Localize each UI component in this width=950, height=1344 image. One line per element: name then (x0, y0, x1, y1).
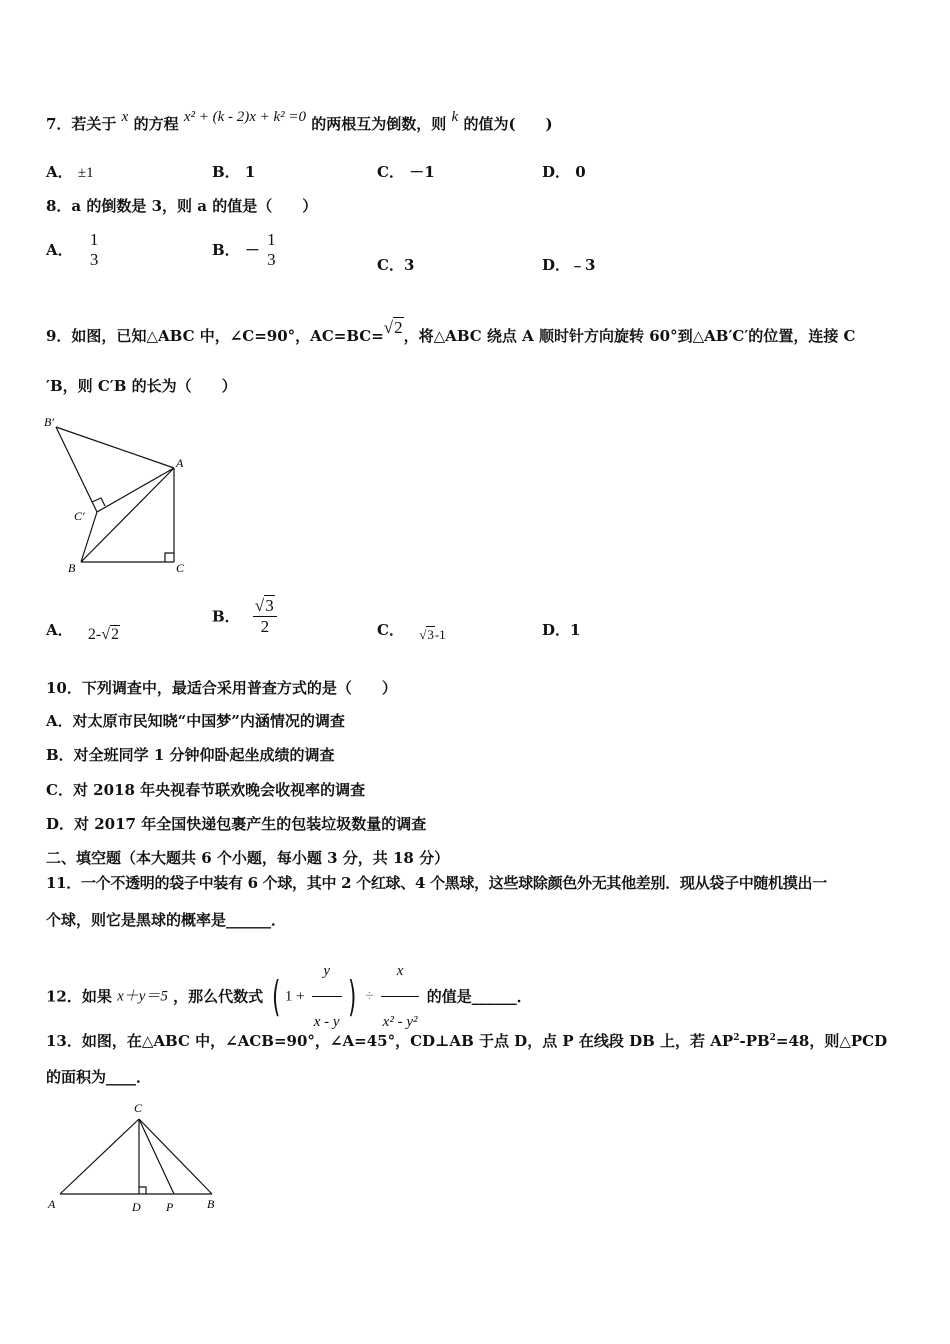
q13-label-a: A (48, 1197, 56, 1211)
q12-stem: 12．如果 x＋y＝5 ，那么代数式 ( 1 + $\frac{y}{x - y}$ ) ÷ $\frac{x}{\text{x² - y²}}$ 的值是______． (46, 946, 532, 1047)
q13-stem-line1: 13．如图，在△ABC 中，∠ACB=90°，∠A=45°，CD⊥AB 于点 D，点 P 在线段 DB 上，若 $AP^2-PB^2=48$，则△PCD (46, 1032, 888, 1050)
q12-condition: x＋y＝5 (117, 988, 168, 1005)
q10-stem: 10．下列调查中，最适合采用普查方式的是（ ） (46, 679, 397, 697)
q9-option-d: D．1 (542, 621, 581, 639)
q10-option-d: D．对 2017 年全国快递包裹产生的包装垃圾数量的调查 (46, 815, 427, 833)
q11-stem-line1: 11．一个不透明的袋子中装有 6 个球，其中 2 个红球、4 个黑球，这些球除颜色外无其他差别．现从袋子中随机摸出一 (46, 874, 827, 892)
q13-stem-line2: 的面积为____． (46, 1068, 152, 1086)
q13-label-d: D (132, 1200, 141, 1214)
q7-var-k: k (451, 109, 459, 125)
q9-option-c: C． √3-1 (377, 621, 446, 642)
q7-option-d: D． 0 (542, 163, 586, 181)
q9-label-c: C (176, 561, 185, 575)
q7-stem: 7．若关于 x 的方程 x² + (k - 2)x + k² =0 的两根互为倒数，则 k 的值为( ) (46, 109, 553, 133)
q13-label-c: C (134, 1101, 143, 1115)
q9-label-a: A (176, 456, 184, 470)
q9-label-b-prime: B′ (44, 415, 54, 429)
q7-option-a: A． ±1 (46, 163, 94, 181)
q11-stem-line2: 个球，则它是黑球的概率是______． (46, 911, 287, 929)
q8-stem: 8．a 的倒数是 3，则 a 的值是（ ） (46, 197, 318, 215)
q9-option-a: A． 2-√2 (46, 621, 119, 643)
q9-stem-line2: ′B，则 C′B 的长为（ ） (46, 377, 237, 395)
q9-label-c-prime: C′ (74, 509, 85, 523)
q9-label-b: B (68, 561, 76, 575)
q13-label-p: P (166, 1200, 174, 1214)
q13-figure (40, 1094, 240, 1219)
q7-equation: x² + (k - 2)x + k² =0 (183, 109, 307, 125)
q7-var-x: x (121, 109, 129, 125)
q8-option-a: A． 1 3 (46, 230, 99, 269)
q10-option-b: B．对全班同学 1 分钟仰卧起坐成绩的调查 (46, 746, 335, 764)
q9-figure (40, 410, 200, 580)
section-2-heading: 二、填空题（本大题共 6 个小题，每小题 3 分，共 18 分） (46, 849, 450, 867)
q9-stem-line1: 9．如图，已知△ABC 中，∠C=90°，AC=BC=√2，将△ABC 绕点 A 顺时针方向旋转 60°到△AB′C′的位置，连接 C (46, 318, 856, 345)
q10-option-a: A．对太原市民知晓“中国梦”内涵情况的调查 (46, 712, 345, 730)
q7-number: 7．若关于 (46, 115, 117, 133)
q13-label-b: B (207, 1197, 215, 1211)
q7-option-c: C． －1 (377, 163, 435, 181)
q8-option-d: D．﹣3 (542, 256, 596, 274)
q9-option-b: B． $\frac{√3}{2}$ (212, 596, 277, 637)
q8-option-c: C．3 (377, 256, 415, 274)
q7-option-b: B． 1 (212, 163, 256, 181)
q8-option-b: B． － 1 3 (212, 230, 276, 269)
q10-option-c: C．对 2018 年央视春节联欢晚会收视率的调查 (46, 781, 366, 799)
